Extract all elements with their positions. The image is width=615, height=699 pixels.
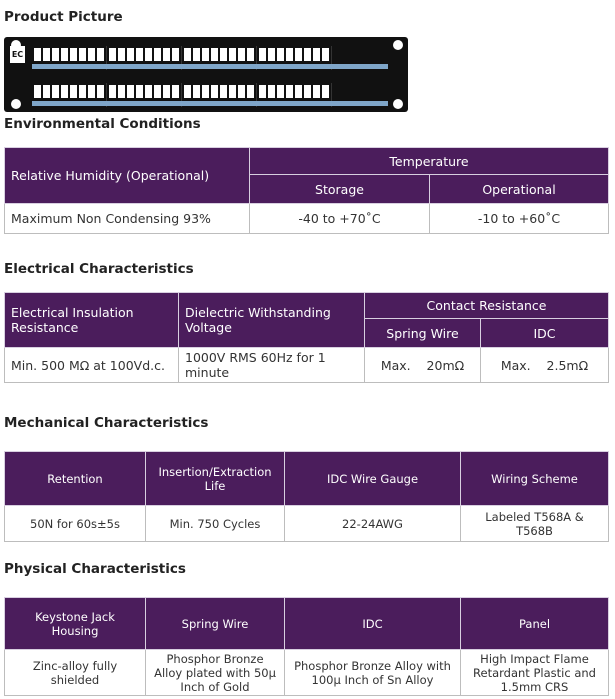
value-spring-wire: Phosphor Bronze Alloy plated with 50μ Inch of Gold bbox=[146, 650, 285, 696]
electrical-table bbox=[4, 292, 609, 383]
header-spring-wire: Spring Wire bbox=[365, 319, 481, 348]
value-spring-resistance: Max. 20mΩ bbox=[365, 348, 481, 383]
header-insertion-life: Insertion/Extraction Life bbox=[146, 452, 285, 506]
header-insulation-resistance: Electrical Insulation Resistance bbox=[5, 293, 179, 348]
section-title-mechanical: Mechanical Characteristics bbox=[4, 415, 209, 431]
value-idc-resistance: Max. 2.5mΩ bbox=[481, 348, 609, 383]
physical-table bbox=[4, 597, 609, 696]
value-jack-housing: Zinc-alloy fully shielded bbox=[5, 650, 146, 696]
header-storage: Storage bbox=[250, 175, 430, 204]
header-jack-housing: Keystone Jack Housing bbox=[5, 598, 146, 650]
header-operational: Operational bbox=[430, 175, 609, 204]
section-title-product-picture: Product Picture bbox=[4, 9, 123, 25]
header-dielectric-voltage: Dielectric Withstanding Voltage bbox=[179, 293, 365, 348]
value-panel: High Impact Flame Retardant Plastic and 1.5mm CRS bbox=[461, 650, 609, 696]
value-insertion-life: Min. 750 Cycles bbox=[146, 506, 285, 542]
value-insulation: Min. 500 MΩ at 100Vd.c. bbox=[5, 348, 179, 383]
header-idc: IDC bbox=[285, 598, 461, 650]
header-wire-gauge: IDC Wire Gauge bbox=[285, 452, 461, 506]
section-title-environmental: Environmental Conditions bbox=[4, 116, 201, 132]
value-wiring-scheme: Labeled T568A & T568B bbox=[461, 506, 609, 542]
value-retention: 50N for 60s±5s bbox=[5, 506, 146, 542]
header-spring-wire: Spring Wire bbox=[146, 598, 285, 650]
value-wire-gauge: 22-24AWG bbox=[285, 506, 461, 542]
section-title-physical: Physical Characteristics bbox=[4, 561, 186, 577]
patch-panel-image bbox=[4, 37, 408, 112]
header-wiring-scheme: Wiring Scheme bbox=[461, 452, 609, 506]
value-idc: Phosphor Bronze Alloy with 100μ Inch of Sn Alloy bbox=[285, 650, 461, 696]
header-idc: IDC bbox=[481, 319, 609, 348]
value-humidity: Maximum Non Condensing 93% bbox=[5, 204, 250, 234]
value-storage-temp: -40 to +70˚C bbox=[250, 204, 430, 234]
header-panel: Panel bbox=[461, 598, 609, 650]
value-dielectric: 1000V RMS 60Hz for 1 minute bbox=[179, 348, 365, 383]
mechanical-table bbox=[4, 451, 609, 542]
brand-logo: EC bbox=[10, 46, 25, 63]
value-operational-temp: -10 to +60˚C bbox=[430, 204, 609, 234]
header-relative-humidity: Relative Humidity (Operational) bbox=[5, 148, 250, 204]
header-contact-resistance: Contact Resistance bbox=[365, 293, 609, 319]
header-retention: Retention bbox=[5, 452, 146, 506]
environmental-table bbox=[4, 147, 609, 234]
section-title-electrical: Electrical Characteristics bbox=[4, 261, 194, 277]
header-temperature: Temperature bbox=[250, 148, 609, 175]
